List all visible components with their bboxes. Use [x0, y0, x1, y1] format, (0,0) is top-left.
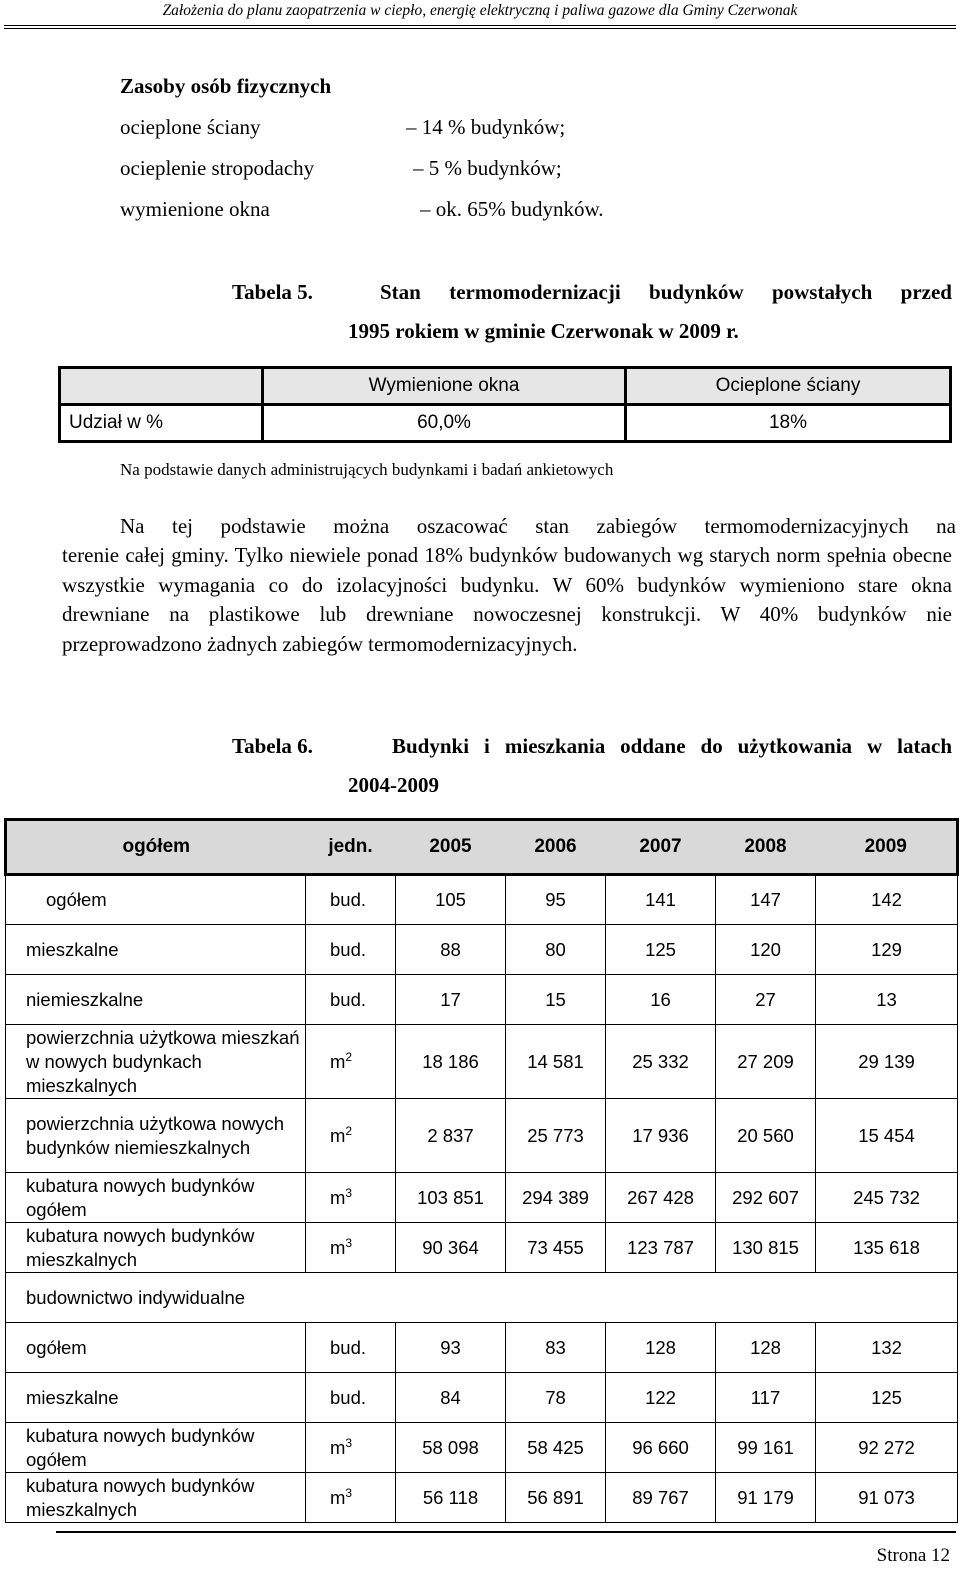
unit-exponent: 3 — [345, 1485, 353, 1500]
table6-caption-title: Budynki i mieszkania oddane do użytkowania w latach — [392, 734, 952, 758]
row-unit — [306, 1473, 396, 1523]
paragraph-rest: terenie całej gminy. Tylko niewiele ponad 18% budynków budowanych wg starych norm spełnia obecne wszystkie wymagania co do izolacyjności budynku. W 60% budynków wymieniono stare okna drewniane na plastikowe lub drewniane nowoczesnej konstrukcji. W 40% budynków nie przeprowadzono żadnych zabiegów termomodernizacyjnych. — [62, 543, 952, 656]
cell-value: 27 — [716, 975, 816, 1025]
table-row — [6, 975, 958, 1025]
cell-value: 129 — [816, 925, 958, 975]
cell-value: 132 — [816, 1323, 958, 1373]
table-row — [6, 1025, 958, 1099]
header-divider-2 — [4, 28, 956, 29]
cell-value: 88 — [396, 925, 506, 975]
page-header: Założenia do planu zaopatrzenia w ciepło, energię elektryczną i paliwa gazowe dla Gminy Czerwonak — [162, 2, 798, 19]
cell-value: 105 — [396, 875, 506, 925]
cell-value: 18 186 — [396, 1025, 506, 1099]
row-unit — [306, 1025, 396, 1099]
unit-exponent: 3 — [345, 1435, 353, 1450]
table5-value-windows: 60,0% — [263, 405, 626, 442]
cell-value: 99 161 — [716, 1423, 816, 1473]
cell-value: 147 — [716, 875, 816, 925]
cell-value: 92 272 — [816, 1423, 958, 1473]
table6-header: 2008 — [716, 820, 816, 875]
table5-value-walls: 18% — [626, 405, 951, 442]
cell-value: 292 607 — [716, 1173, 816, 1223]
cell-value: 25 332 — [606, 1025, 716, 1099]
unit-exponent: 2 — [345, 1123, 353, 1138]
table-row — [6, 925, 958, 975]
row-label: powierzchnia użytkowa nowych budynków niemieszkalnych — [6, 1099, 306, 1173]
footer-divider — [56, 1531, 956, 1533]
cell-value: 27 209 — [716, 1025, 816, 1099]
row-label: niemieszkalne — [6, 975, 306, 1025]
unit-exponent: 3 — [345, 1185, 353, 1200]
cell-value: 245 732 — [816, 1173, 958, 1223]
cell-value: 78 — [506, 1373, 606, 1423]
row-label: mieszkalne — [6, 1373, 306, 1423]
unit-exponent: 3 — [345, 1235, 353, 1250]
cell-value: 117 — [716, 1373, 816, 1423]
cell-value: 93 — [396, 1323, 506, 1373]
resource-label: ocieplone ściany — [120, 115, 261, 139]
unit-base: m — [330, 1125, 346, 1147]
row-unit — [306, 1423, 396, 1473]
table-row — [6, 1099, 958, 1173]
cell-value: 15 — [506, 975, 606, 1025]
resources-heading: Zasoby osób fizycznych — [120, 74, 332, 98]
cell-value: 141 — [606, 875, 716, 925]
table5-corner — [60, 368, 263, 405]
row-unit — [306, 1099, 396, 1173]
row-label: kubatura nowych budynków mieszkalnych — [6, 1473, 306, 1523]
table5-header-walls: Ocieplone ściany — [626, 368, 951, 405]
cell-value: 96 660 — [606, 1423, 716, 1473]
cell-value: 58 098 — [396, 1423, 506, 1473]
cell-value: 58 425 — [506, 1423, 606, 1473]
cell-value: 135 618 — [816, 1223, 958, 1273]
table-row — [6, 1323, 958, 1373]
cell-value: 120 — [716, 925, 816, 975]
cell-value: 73 455 — [506, 1223, 606, 1273]
cell-value: 128 — [606, 1323, 716, 1373]
cell-value: 16 — [606, 975, 716, 1025]
table5-caption-title: Stan termomodernizacji budynków powstałych przed — [380, 280, 952, 304]
cell-value: 122 — [606, 1373, 716, 1423]
resource-value: – 14 % budynków; — [406, 115, 566, 139]
unit-base: m — [330, 1051, 346, 1073]
table6-caption-title-2: 2004-2009 — [348, 773, 439, 797]
cell-value: 123 787 — [606, 1223, 716, 1273]
cell-value: 17 — [396, 975, 506, 1025]
row-unit: bud. — [306, 925, 396, 975]
resource-label: ocieplenie stropodachy — [120, 156, 315, 180]
section-label: budownictwo indywidualne — [6, 1273, 958, 1323]
cell-value: 91 179 — [716, 1473, 816, 1523]
table5-row-label: Udział w % — [60, 405, 263, 442]
table6 — [4, 818, 959, 1523]
cell-value: 56 891 — [506, 1473, 606, 1523]
resource-value: – 5 % budynków; — [413, 156, 562, 180]
cell-value: 95 — [506, 875, 606, 925]
cell-value: 2 837 — [396, 1099, 506, 1173]
unit-base: m — [330, 1437, 346, 1459]
table6-header: 2007 — [606, 820, 716, 875]
table-row — [6, 1473, 958, 1523]
paragraph-line-1: Na tej podstawie można oszacować stan zabiegów termomodernizacyjnych na — [120, 514, 956, 538]
cell-value: 103 851 — [396, 1173, 506, 1223]
row-label: ogółem — [6, 875, 306, 925]
row-unit — [306, 1223, 396, 1273]
table5-header-windows: Wymienione okna — [263, 368, 626, 405]
table-row — [6, 1423, 958, 1473]
cell-value: 142 — [816, 875, 958, 925]
cell-value: 20 560 — [716, 1099, 816, 1173]
table5-caption-label: Tabela 5. — [232, 280, 313, 304]
cell-value: 130 815 — [716, 1223, 816, 1273]
row-unit: bud. — [306, 875, 396, 925]
row-unit: bud. — [306, 975, 396, 1025]
cell-value: 83 — [506, 1323, 606, 1373]
table-row — [6, 1173, 958, 1223]
table6-header: jedn. — [306, 820, 396, 875]
table6-header: 2006 — [506, 820, 606, 875]
cell-value: 125 — [816, 1373, 958, 1423]
unit-base: m — [330, 1187, 346, 1209]
table6-header: 2005 — [396, 820, 506, 875]
cell-value: 91 073 — [816, 1473, 958, 1523]
header-divider — [4, 25, 956, 26]
row-label: mieszkalne — [6, 925, 306, 975]
cell-value: 128 — [716, 1323, 816, 1373]
row-label: kubatura nowych budynków ogółem — [6, 1423, 306, 1473]
row-label: kubatura nowych budynków ogółem — [6, 1173, 306, 1223]
cell-value: 17 936 — [606, 1099, 716, 1173]
table6-header: 2009 — [816, 820, 958, 875]
row-unit: bud. — [306, 1323, 396, 1373]
table6-caption-label: Tabela 6. — [232, 734, 313, 758]
row-label: kubatura nowych budynków mieszkalnych — [6, 1223, 306, 1273]
cell-value: 125 — [606, 925, 716, 975]
table-row — [6, 1223, 958, 1273]
cell-value: 84 — [396, 1373, 506, 1423]
cell-value: 29 139 — [816, 1025, 958, 1099]
cell-value: 14 581 — [506, 1025, 606, 1099]
cell-value: 13 — [816, 975, 958, 1025]
cell-value: 15 454 — [816, 1099, 958, 1173]
cell-value: 89 767 — [606, 1473, 716, 1523]
table6-header: ogółem — [6, 820, 306, 875]
table5 — [58, 366, 952, 443]
cell-value: 25 773 — [506, 1099, 606, 1173]
table6-header-row — [6, 820, 958, 875]
body-paragraph — [120, 512, 956, 541]
cell-value: 56 118 — [396, 1473, 506, 1523]
unit-exponent: 2 — [345, 1049, 353, 1064]
row-unit — [306, 1173, 396, 1223]
resource-value: – ok. 65% budynków. — [420, 197, 604, 221]
row-unit: bud. — [306, 1373, 396, 1423]
table-row — [6, 1373, 958, 1423]
cell-value: 294 389 — [506, 1173, 606, 1223]
page-number: Strona 12 — [876, 1545, 950, 1566]
cell-value: 267 428 — [606, 1173, 716, 1223]
resource-label: wymienione okna — [120, 197, 270, 221]
table5-caption-title-2: 1995 rokiem w gminie Czerwonak w 2009 r. — [348, 319, 739, 343]
table5-source: Na podstawie danych administrujących budynkami i badań ankietowych — [120, 460, 614, 479]
table-row — [6, 875, 958, 925]
unit-base: m — [330, 1487, 346, 1509]
row-label: ogółem — [6, 1323, 306, 1373]
section-row — [6, 1273, 958, 1323]
cell-value: 90 364 — [396, 1223, 506, 1273]
unit-base: m — [330, 1237, 346, 1259]
row-label: powierzchnia użytkowa mieszkań w nowych budynkach mieszkalnych — [6, 1025, 306, 1099]
cell-value: 80 — [506, 925, 606, 975]
